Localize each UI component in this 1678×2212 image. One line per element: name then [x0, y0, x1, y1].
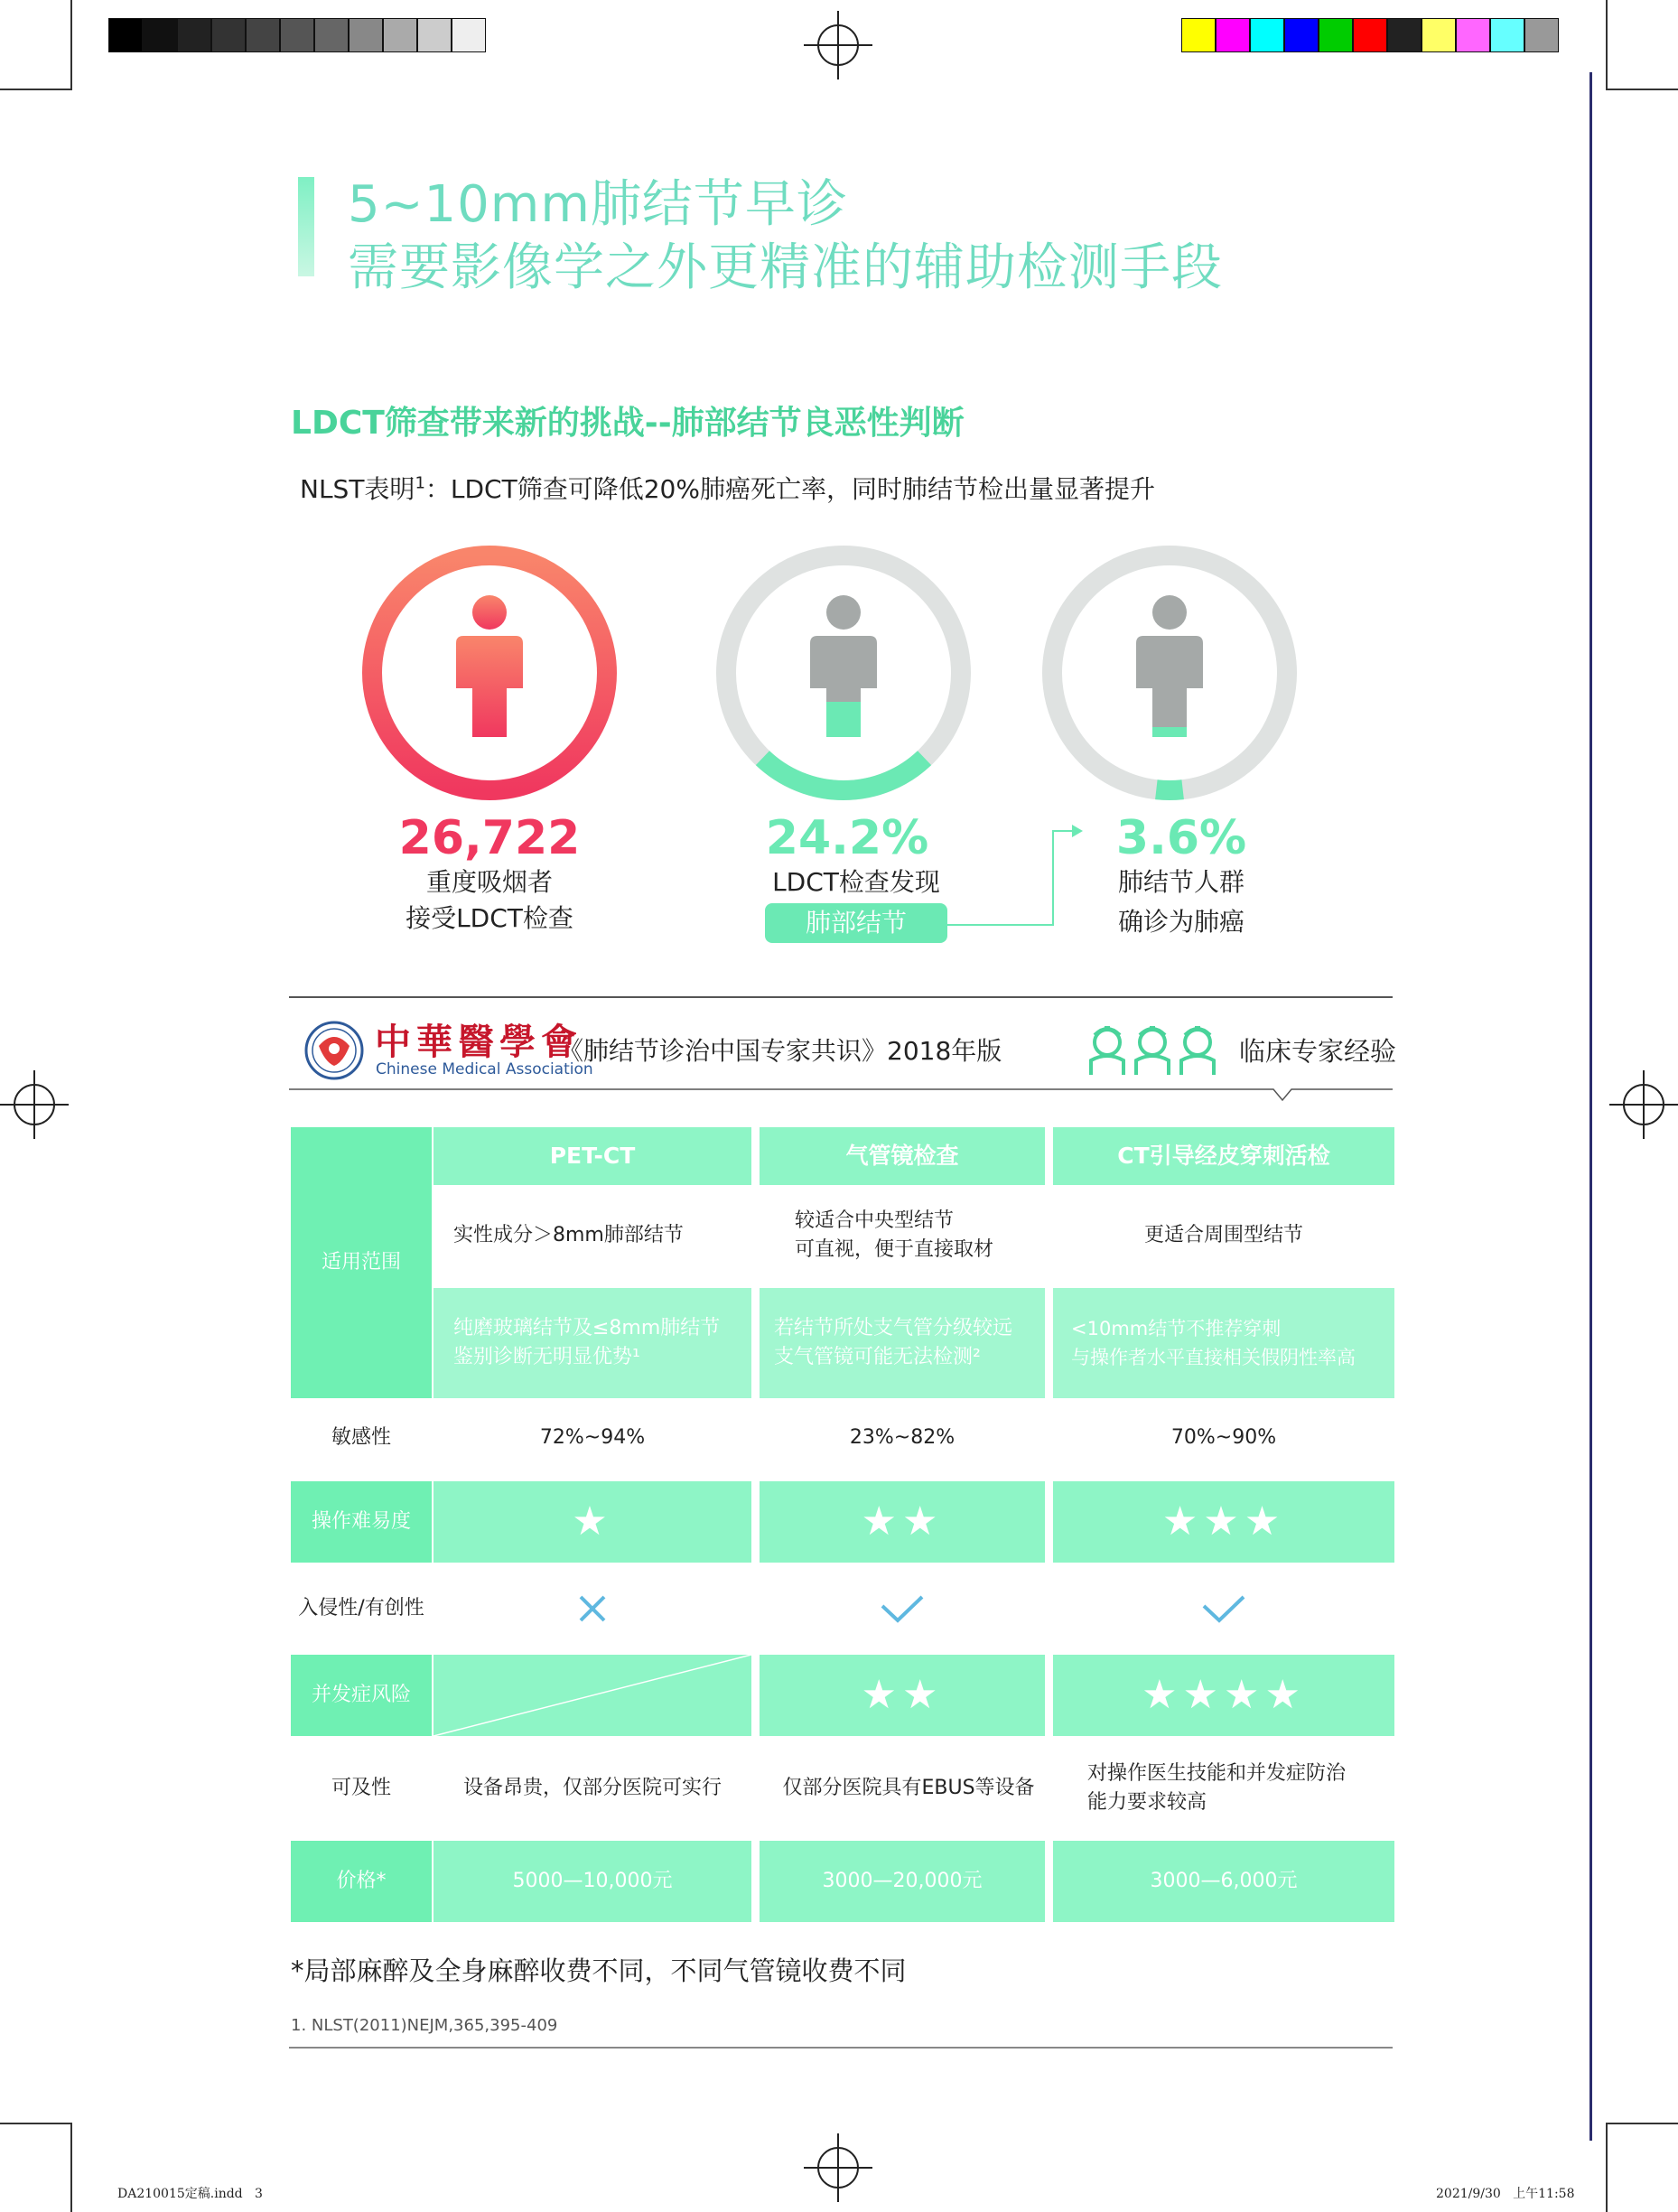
stat-label-smokers-2: 接受LDCT检查 — [406, 903, 573, 933]
table-cell: 若结节所处支气管分级较远 支气管镜可能无法检测² — [760, 1288, 1045, 1398]
price-footnote: *局部麻醉及全身麻醉收费不同，不同气管镜收费不同 — [291, 1955, 907, 1986]
nodule-pill: 肺部结节 — [765, 903, 947, 943]
registration-mark-top — [804, 11, 872, 79]
row-label-invasive: 入侵性/有创性 — [298, 1597, 424, 1619]
stat-label-nodules: LDCT检查发现 — [772, 867, 940, 897]
cross-icon — [433, 1570, 751, 1647]
connector-arrow — [947, 813, 1092, 930]
cma-logo-icon — [303, 1019, 366, 1082]
check-icon — [1053, 1570, 1394, 1647]
consensus-title: 《肺结节诊治中国专家共识》2018年版 — [558, 1036, 1002, 1066]
stat-circle-smokers — [359, 542, 620, 804]
star-rating: ★★★★ — [1053, 1655, 1394, 1736]
check-icon — [760, 1570, 1045, 1647]
row-label-complication: 并发症风险 — [291, 1655, 432, 1736]
cma-logo-chinese: 中華醫學會 — [375, 1021, 583, 1063]
table-cell: 实性成分＞8mm肺部结节 — [453, 1224, 684, 1246]
column-header-ct-biopsy: CT引导经皮穿刺活检 — [1053, 1127, 1394, 1185]
cma-logo-english: Chinese Medical Association — [376, 1060, 593, 1078]
column-header-bronchoscopy: 气管镜检查 — [760, 1127, 1045, 1185]
person-icon — [1136, 595, 1203, 737]
stat-circle-cancer — [1039, 542, 1300, 804]
table-cell: 70%~90% — [1170, 1426, 1277, 1449]
slug-left: DA210015定稿.indd 3 — [117, 2187, 263, 2201]
star-rating: ★★★ — [1053, 1481, 1394, 1563]
table-cell: 设备昂贵，仅部分医院可实行 — [462, 1777, 722, 1799]
table-cell: 72%~94% — [539, 1426, 646, 1449]
row-label-scope: 适用范围 — [291, 1127, 432, 1398]
slug-right: 2021/9/30 上午11:58 — [1436, 2187, 1575, 2201]
footer-rule — [289, 2047, 1393, 2049]
stat-value-cancer: 3.6% — [1115, 811, 1247, 865]
page-title-line1: 5~10mm肺结节早诊 — [348, 175, 848, 234]
reference-citation: 1. NLST(2011)NEJM,365,395-409 — [291, 2016, 558, 2035]
table-cell: 仅部分医院具有EBUS等设备 — [782, 1777, 1035, 1799]
table-cell: 23%~82% — [849, 1426, 956, 1449]
title-accent-bar — [298, 177, 314, 276]
table-cell: 5000—10,000元 — [433, 1841, 751, 1922]
section-heading: LDCT筛查带来新的挑战--肺部结节良恶性判断 — [291, 405, 965, 442]
table-cell: 3000—6,000元 — [1053, 1841, 1394, 1922]
table-cell: 纯磨玻璃结节及≤8mm肺结节 鉴别诊断无明显优势¹ — [433, 1288, 751, 1398]
table-cell: 3000—20,000元 — [760, 1841, 1045, 1922]
stat-value-nodules: 24.2% — [765, 811, 929, 865]
person-icon — [456, 595, 523, 737]
stat-value-smokers: 26,722 — [398, 811, 581, 865]
stat-label-cancer-2: 确诊为肺癌 — [1117, 907, 1245, 937]
source-bar-bottom-rule — [289, 1082, 1393, 1104]
column-header-petct: PET-CT — [433, 1127, 751, 1185]
section-intro: NLST表明$^1$：LDCT筛查可降低20%肺癌死亡率，同时肺结节检出量显著提升 — [300, 473, 1155, 504]
expert-experience-label: 临床专家经验 — [1239, 1036, 1397, 1067]
row-label-sensitivity: 敏感性 — [331, 1426, 391, 1449]
stat-circle-nodules — [713, 542, 974, 804]
star-rating: ★★ — [760, 1481, 1045, 1563]
page-title-line2: 需要影像学之外更精准的辅助检测手段 — [348, 238, 1223, 297]
row-label-difficulty: 操作难易度 — [291, 1481, 432, 1563]
row-label-access: 可及性 — [331, 1777, 391, 1799]
registration-mark-bottom — [804, 2133, 872, 2202]
source-bar-top-rule — [289, 996, 1393, 998]
row-label-price: 价格* — [291, 1841, 432, 1922]
expert-doctors-icon — [1084, 1019, 1228, 1077]
table-cell: <10mm结节不推荐穿刺 与操作者水平直接相关假阴性率高 — [1053, 1288, 1394, 1398]
stat-label-cancer-1: 肺结节人群 — [1117, 867, 1245, 897]
star-rating: ★★ — [760, 1655, 1045, 1736]
empty-cell-diagonal — [433, 1655, 751, 1736]
table-cell: 较适合中央型结节 可直视，便于直接取材 — [795, 1209, 994, 1261]
registration-mark-left — [0, 1070, 69, 1139]
table-cell: 对操作医生技能和并发症防治 能力要求较高 — [1087, 1762, 1347, 1814]
registration-mark-right — [1609, 1070, 1678, 1139]
star-rating: ★ — [433, 1481, 751, 1563]
table-cell: 更适合周围型结节 — [1143, 1224, 1303, 1246]
stat-label-smokers-1: 重度吸烟者 — [425, 867, 553, 897]
